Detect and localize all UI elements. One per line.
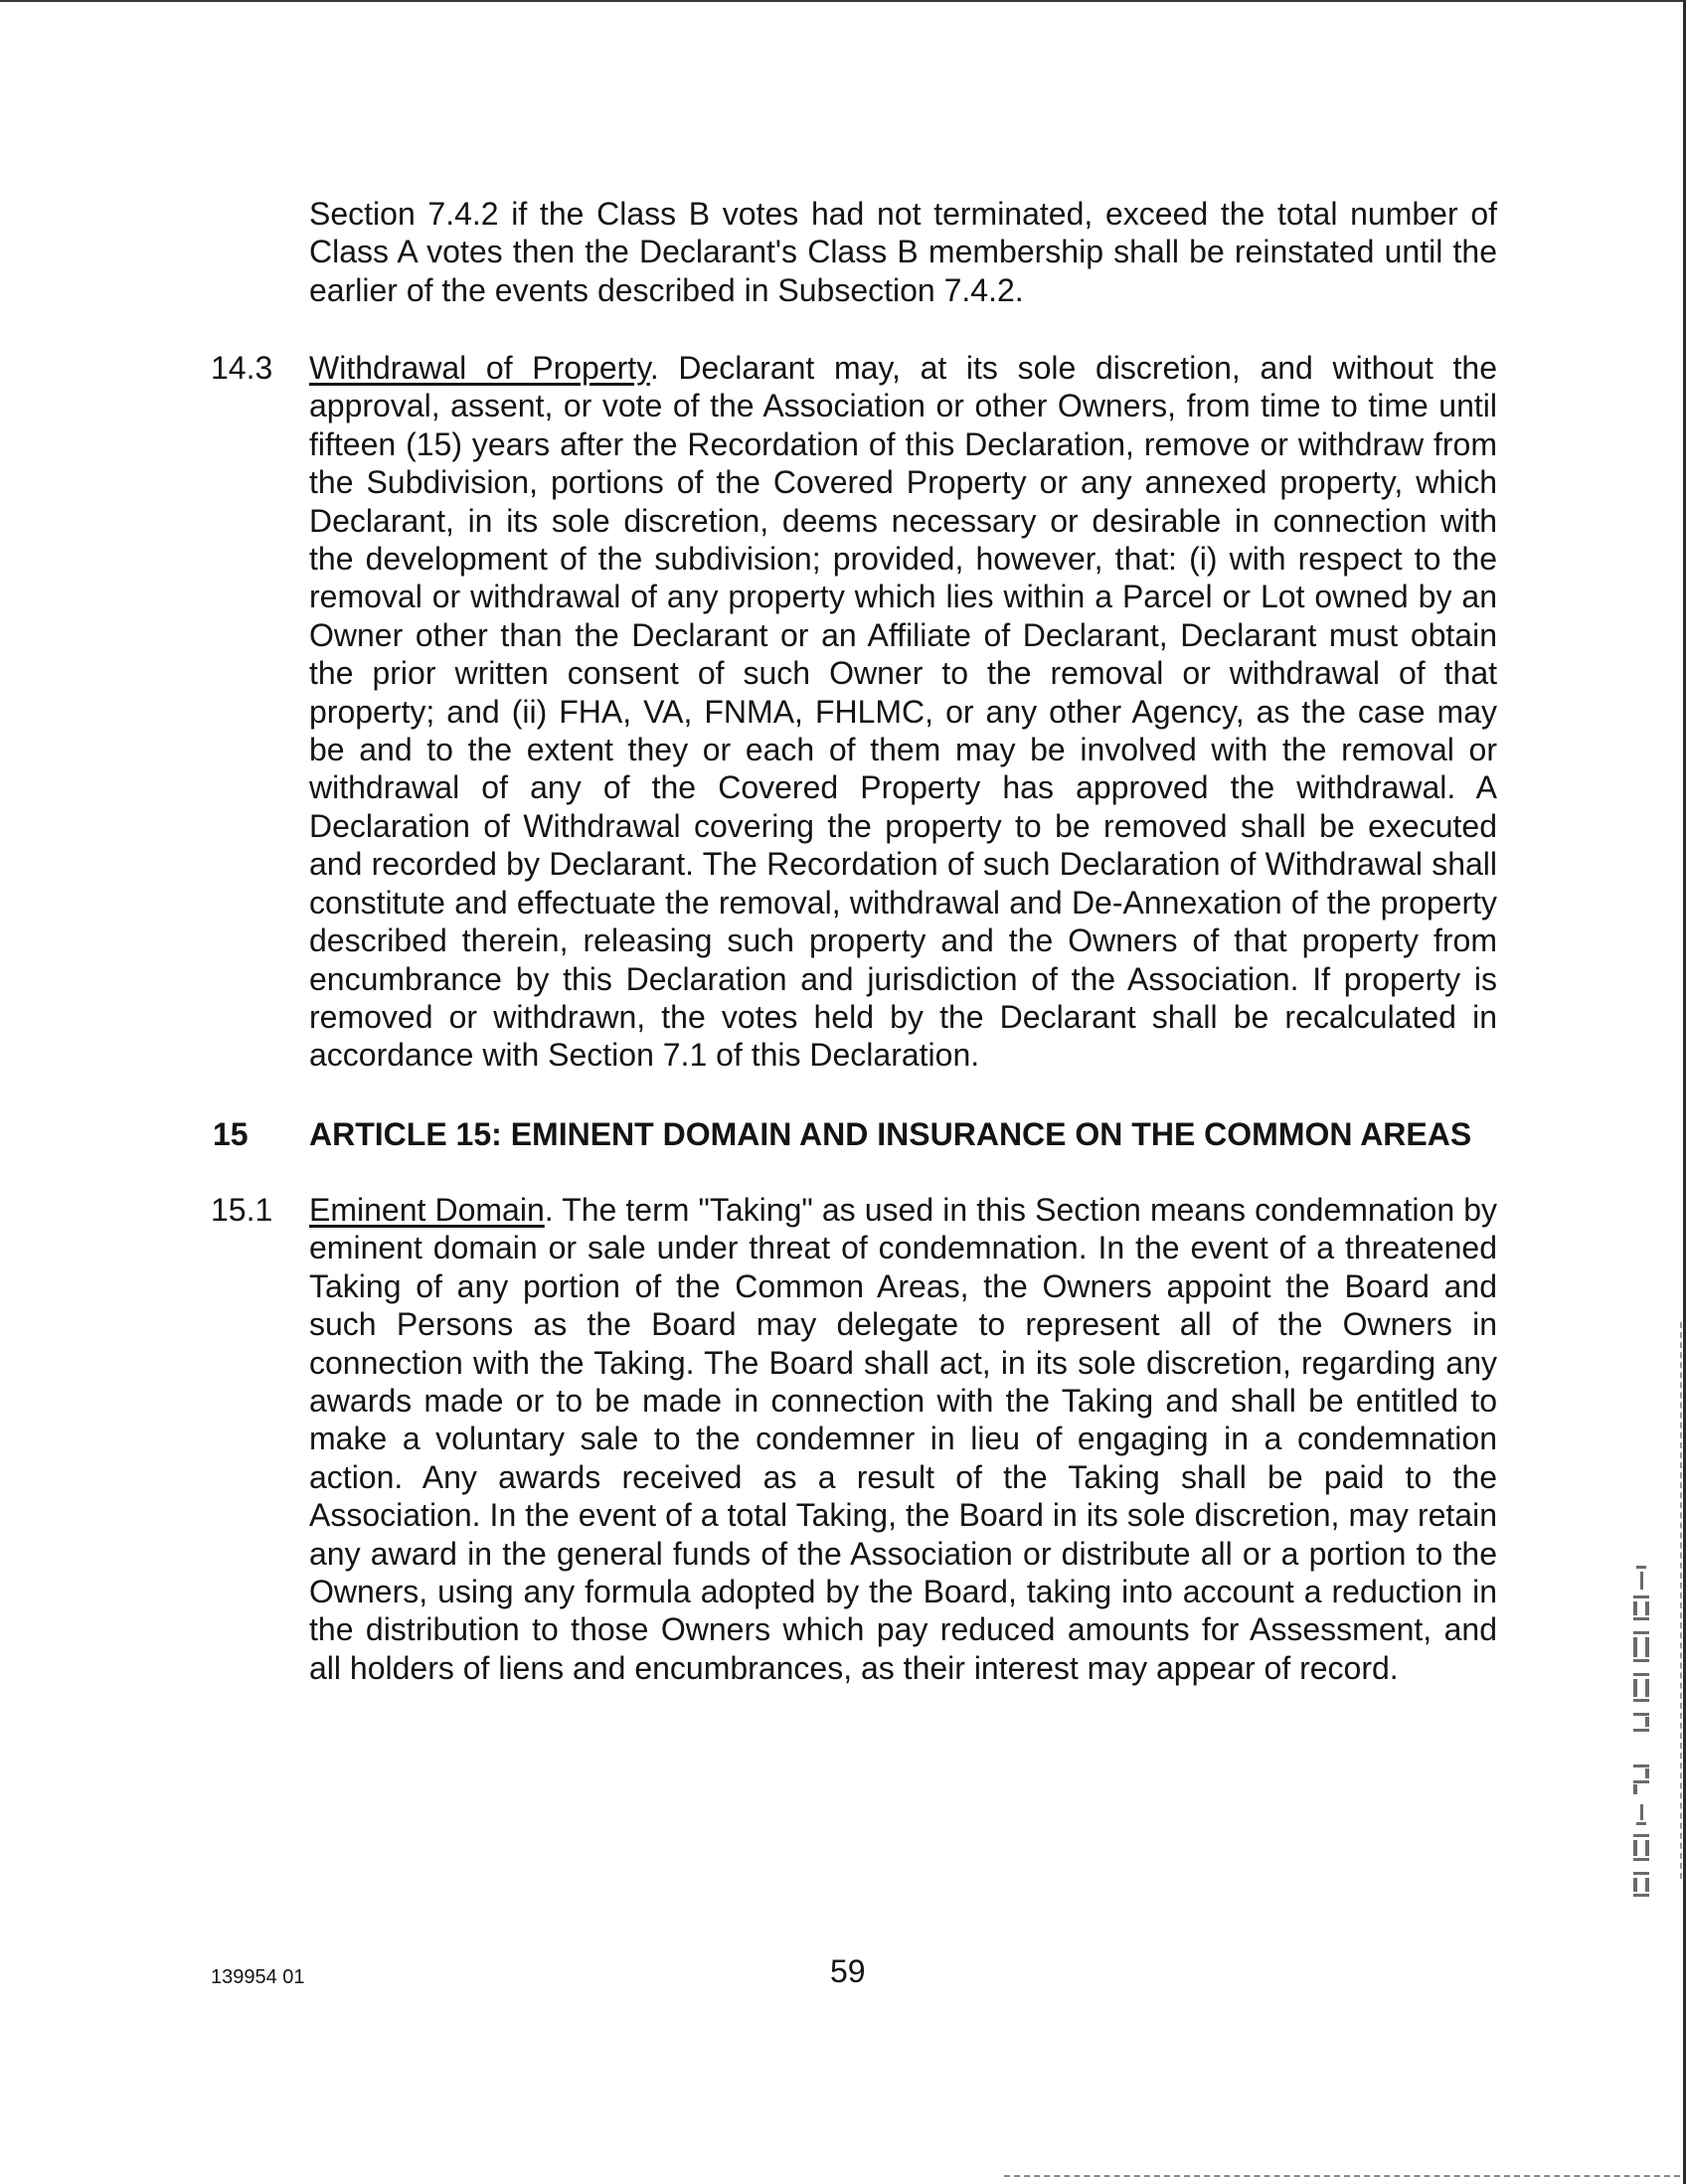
recording-number-stamp-icon bbox=[1628, 1566, 1654, 1909]
scan-edge-top bbox=[0, 0, 1686, 2]
section-14-3-title: Withdrawal of Property bbox=[309, 350, 650, 386]
section-15-1-title: Eminent Domain bbox=[309, 1192, 545, 1228]
section-14-3 bbox=[309, 349, 1497, 1075]
scan-artifact-bottom bbox=[1004, 2175, 1680, 2177]
scan-artifact-right bbox=[1680, 1322, 1684, 1879]
section-15-1 bbox=[309, 1191, 1497, 1687]
continued-paragraph bbox=[309, 195, 1497, 309]
article-15-title: ARTICLE 15: EMINENT DOMAIN AND INSURANCE ON THE COMMON AREAS bbox=[309, 1116, 1472, 1152]
section-14-3-body: . Declarant may, at its sole discretion, and without the approval, assent, or vote of the Association or other Owners, from time to time until fifteen (15) years after the Recordation of this Declaration, remove or withdraw from the Subdivision, portions of the Covered Property or any annexed property, which Declarant, in its sole discretion, deems necessary or desirable in connection with the development of the subdivision; provided, however, that: (i) with respect to the removal or withdrawal of any property which lies within a Parcel or Lot owned by an Owner other than the Declarant or an Affiliate of Declarant, Declarant must obtain the prior written consent of such Owner to the removal or withdrawal of that property; and (ii) FHA, VA, FNMA, FHLMC, or any other Agency, as the case may be and to the extent they or each of them may be involved with the removal or withdrawal of any of the Covered Property has approved the withdrawal. A Declaration of Withdrawal covering the property to be removed shall be executed and recorded by Declarant. The Recordation of such Declaration of Withdrawal shall constitute and effectuate the removal, withdrawal and De-Annexation of the property described therein, releasing such property and the Owners of that property from encumbrance by this Declaration and jurisdiction of the Association. If property is removed or withdrawn, the votes held by the Declarant shall be recalculated in accordance with Section 7.1 of this Declaration. bbox=[309, 350, 1498, 1074]
continued-paragraph-text: Section 7.4.2 if the Class B votes had not terminated, exceed the total number of Class A votes then the Declarant's Class B membership shall be reinstated until the earlier of the events described in Subsection 7.4.2. bbox=[309, 196, 1497, 308]
section-15-1-body: . The term "Taking" as used in this Section means condemnation by eminent domain or sale under threat of condemnation. In the event of a threatened Taking of any portion of the Common Areas, the Owners appoint the Board and such Persons as the Board may delegate to represent all of the Owners in connection with the Taking. The Board shall act, in its sole discretion, regarding any awards made or to be made in connection with the Taking and shall be entitled to make a voluntary sale to the condemner in lieu of engaging in a condemnation action. Any awards received as a result of the Taking shall be paid to the Association. In the event of a total Taking, the Board in its sole discretion, may retain any award in the general funds of the Association or distribute all or a portion to the Owners, using any formula adopted by the Board, taking into account a reduction in the distribution to those Owners which pay reduced amounts for Assessment, and all holders of liens and encumbrances, as their interest may appear of record. bbox=[309, 1192, 1498, 1686]
page-number: 59 bbox=[830, 1953, 866, 1989]
section-number-14-3: 14.3 bbox=[211, 350, 273, 386]
article-15-number: 15 bbox=[213, 1116, 249, 1152]
document-id: 139954 01 bbox=[211, 1966, 305, 1988]
section-number-15-1: 15.1 bbox=[211, 1192, 273, 1228]
